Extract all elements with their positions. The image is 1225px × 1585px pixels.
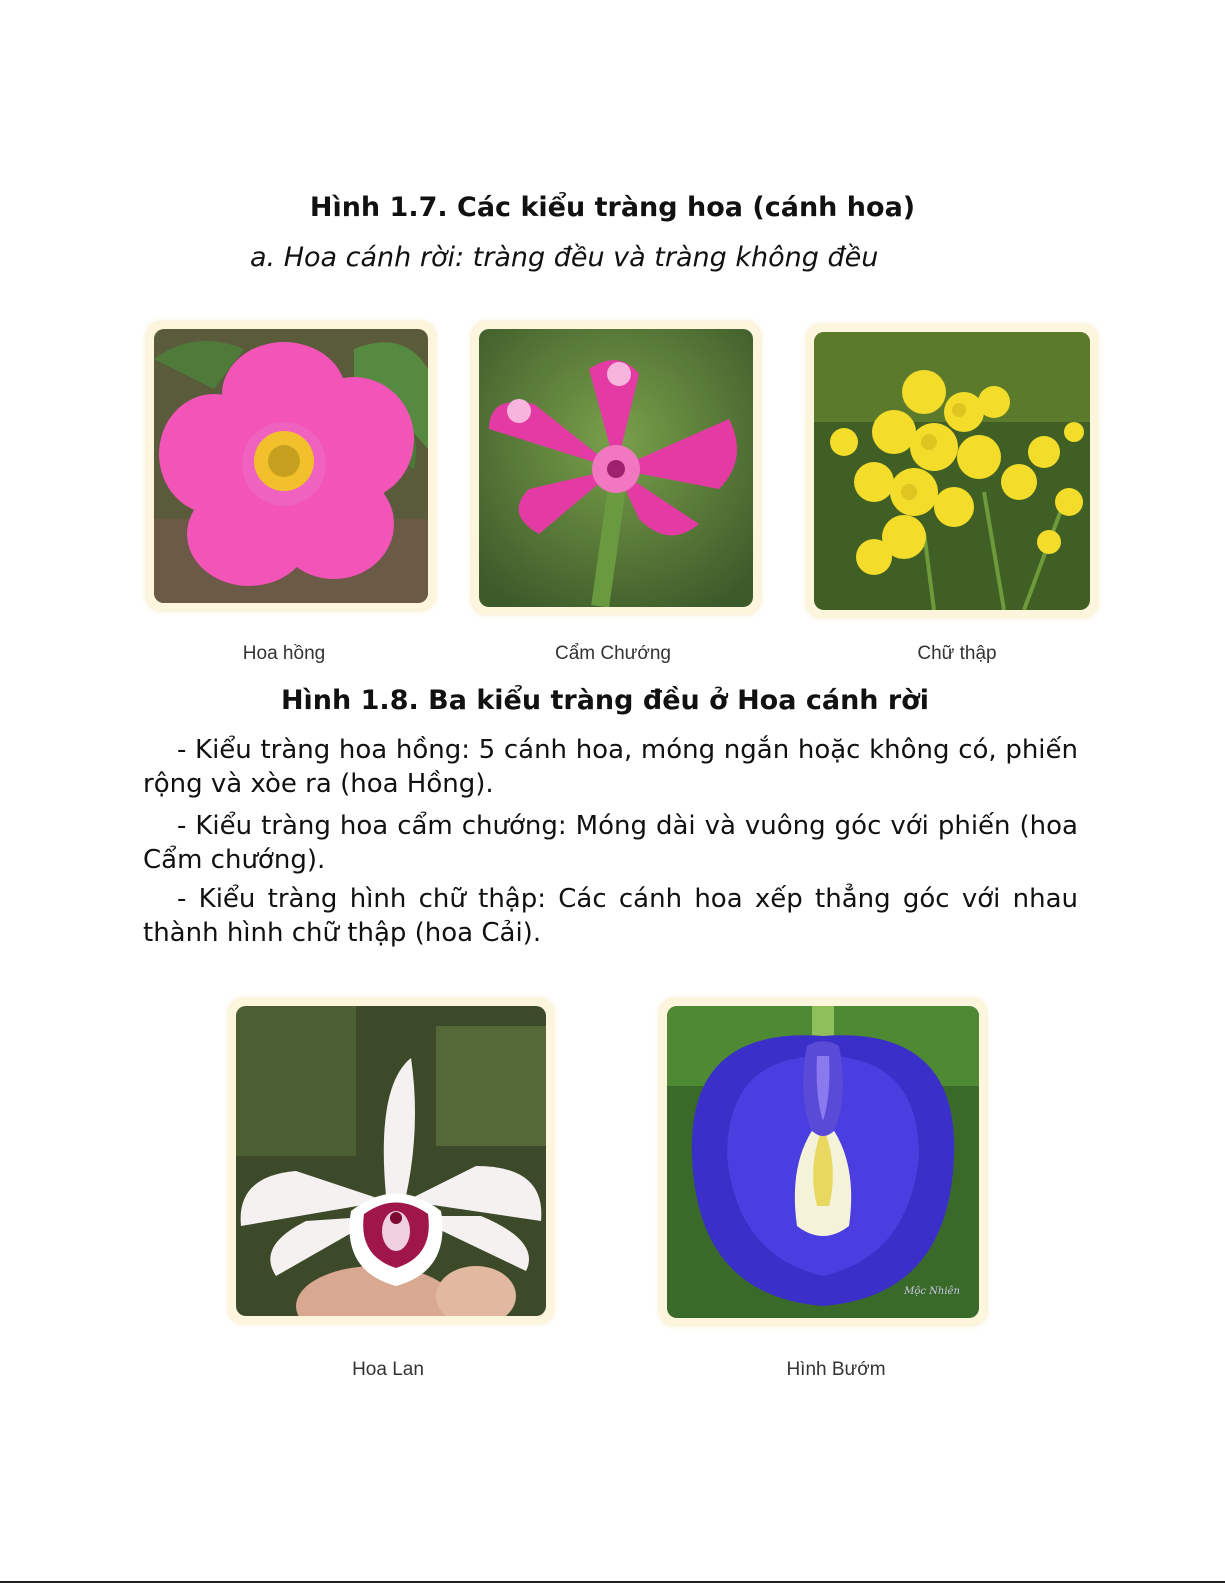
caption-hoa-hong: Hoa hồng [242,643,326,664]
photo-mustard [807,325,1097,617]
photo-butterfly-pea [660,999,986,1325]
caption-hoa-lan: Hoa Lan [352,1359,424,1380]
paragraph-rose-type: - Kiểu tràng hoa hồng: 5 cánh hoa, móng ngắn hoặc không có, phiến rộng và xòe ra (hoa Hồng). [143,735,1078,799]
figure-1-8-title: Hình 1.8. Ba kiểu tràng đều ở Hoa cánh rời [280,685,930,716]
paragraph-cross-type: - Kiểu tràng hình chữ thập: Các cánh hoa xếp thẳng góc với nhau thành hình chữ thập (hoa Cải). [143,884,1078,948]
butterfly-pea-flower-image [667,1006,979,1318]
orchid-flower-image [236,1006,546,1316]
photo-orchid [229,999,553,1323]
caption-cam-chuong: Cẩm Chướng [555,643,671,664]
caption-hinh-buom: Hình Bướm [786,1359,886,1380]
photo-carnation [472,322,760,614]
paragraph-carnation-type: - Kiểu tràng hoa cẩm chướng: Móng dài và vuông góc với phiến (hoa Cẩm chướng). [143,811,1078,875]
bottom-rule [0,1581,1225,1583]
figure-1-7-title: Hình 1.7. Các kiểu tràng hoa (cánh hoa) [309,192,916,223]
mustard-flower-image [814,332,1090,610]
rose-flower-image [154,329,428,603]
carnation-flower-image [479,329,753,607]
photo-rose [147,322,435,610]
caption-chu-thap: Chữ thập [917,643,997,664]
watermark-text: Mộc Nhiên [904,1286,960,1297]
figure-1-7-subtitle: a. Hoa cánh rời: tràng đều và tràng không đều [250,242,879,273]
